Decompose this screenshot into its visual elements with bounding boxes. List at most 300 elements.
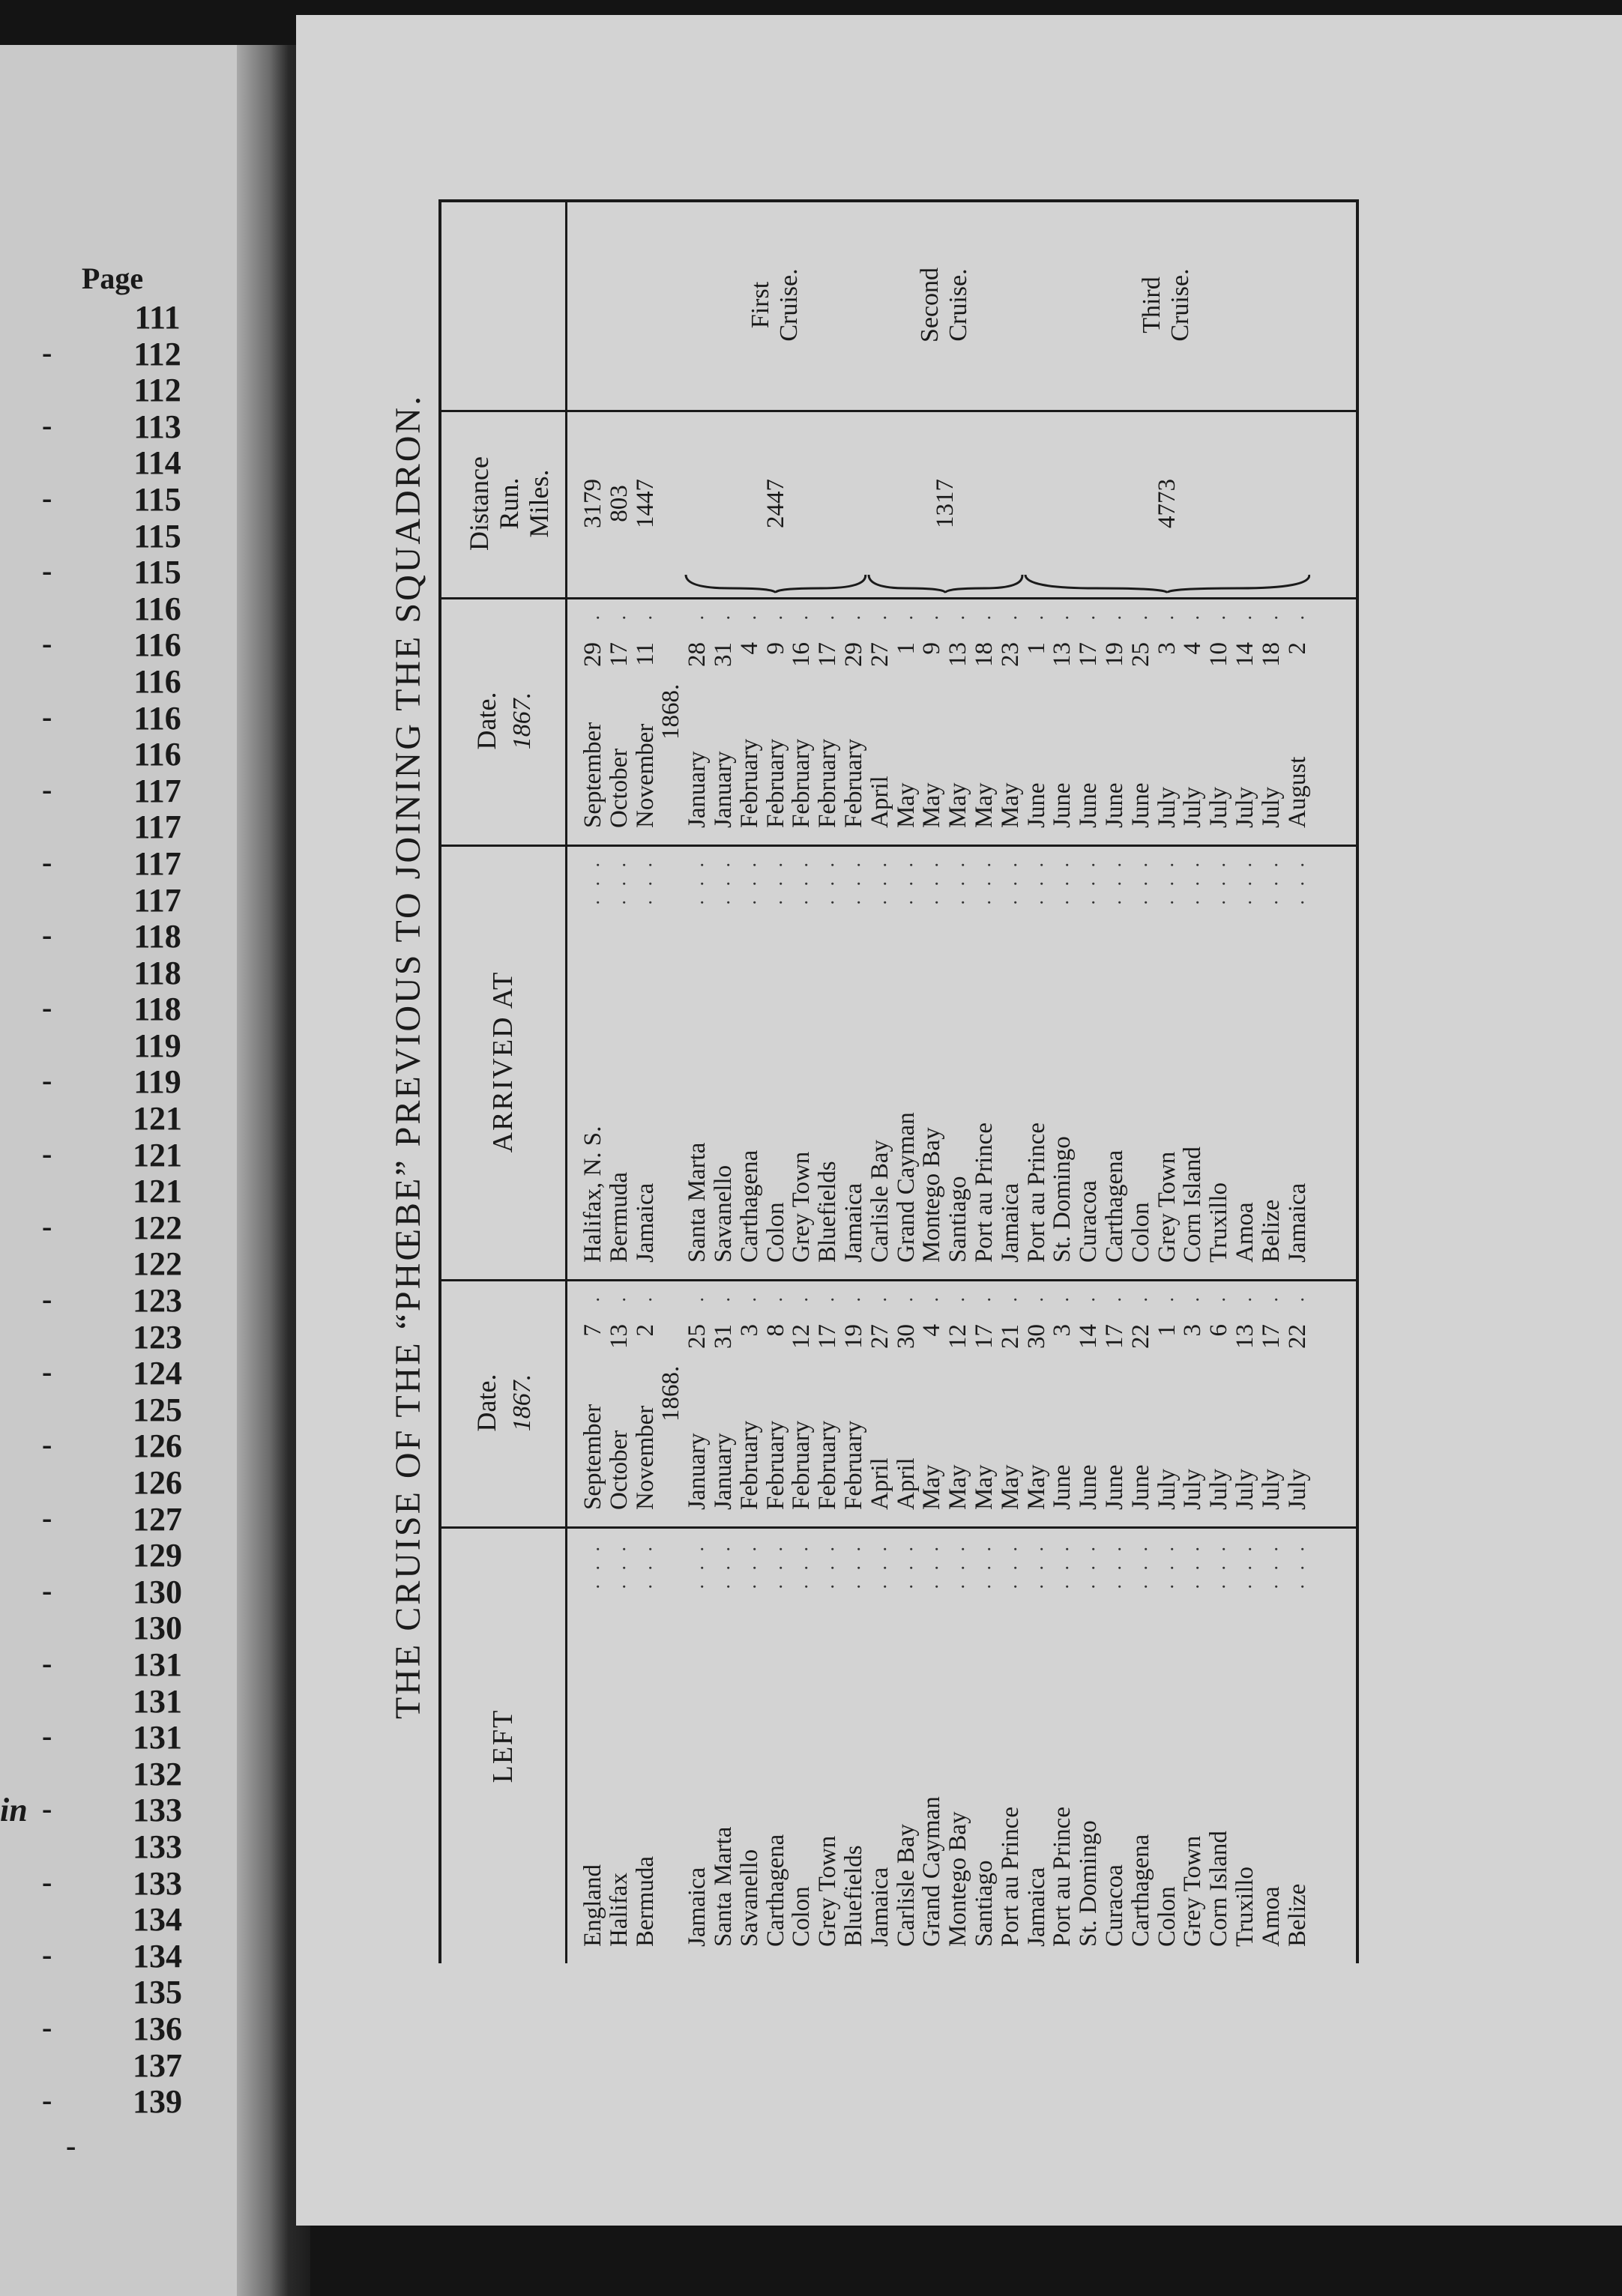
table-row [1154,597,1181,845]
arrived-day: 25 [1127,642,1154,667]
left-place: England [579,1864,606,1947]
dot-leader: . [1285,1293,1308,1302]
dot-leader: . [972,611,995,620]
left-place: Santiago [970,1860,998,1947]
table-row [1258,1279,1285,1526]
arrived-month: February [735,738,763,828]
table-row [945,1279,971,1526]
index-page-number: 116 [133,736,181,773]
table-row [1285,845,1311,1279]
col-arrived-header [441,845,567,1279]
arrived-place: St. Domingo [1049,1136,1076,1263]
index-row [30,298,217,335]
table-row [971,1279,998,1526]
dot-leader: . . . [947,858,969,905]
left-place: Curacoa [1100,1864,1128,1947]
arrived-day: 28 [684,642,711,667]
table-row [789,597,815,845]
arrived-day: 31 [709,642,737,667]
index-row [0,1791,217,1829]
arrived-day: 17 [1075,642,1103,667]
arrived-place: Curacoa [1075,1180,1103,1263]
arrived-month: July [1205,786,1233,828]
index-row [30,1536,217,1573]
arrived-day: 9 [762,642,789,655]
dot-leader: . [1181,1293,1204,1302]
index-dash: - [42,1136,52,1170]
table-row [998,597,1024,845]
left-date-year-1868: 1868. [657,1365,685,1422]
arrived-day: 9 [918,642,946,655]
table-row [633,1279,659,1526]
arrived-place: Grey Town [1153,1151,1181,1263]
arrived-month: January [684,751,711,828]
table-row [1024,597,1050,845]
table-row [658,1279,684,1526]
arrived-month: February [788,738,815,828]
left-place: Port au Prince [996,1807,1024,1947]
table-row [1128,845,1154,1279]
dot-leader: . [947,1293,969,1302]
brace-icon [867,572,1024,594]
dot-leader: . . . [998,1542,1021,1589]
dot-leader: . . . [711,1542,734,1589]
arrived-place: Savanello [709,1164,737,1263]
dot-leader: . [894,1293,917,1302]
header-arrived: ARRIVED AT [487,970,519,1153]
index-row [30,662,217,699]
arrived-place: Jamaica [1283,1182,1311,1263]
arrived-day: 18 [1257,642,1285,667]
index-page-number: 125 [133,1391,182,1428]
table-row [945,845,971,1279]
dot-leader: . . . [1155,1542,1178,1589]
dot-leader: . [686,611,708,620]
table-row [815,1529,841,1963]
arrived-day: 10 [1205,642,1233,667]
arrived-place: Santa Marta [684,1142,711,1263]
table-row [711,1279,737,1526]
table-row [763,1279,789,1526]
dot-leader: . [582,611,603,620]
index-row [30,1172,217,1209]
arrived-month: May [944,782,972,828]
left-day: 12 [944,1324,972,1349]
index-page-number: 129 [133,1537,182,1574]
left-place: Jamaica [866,1867,893,1947]
table-row [1232,1529,1258,1963]
dot-leader: . [1129,611,1151,620]
arrived-date-year: 1867. [508,692,536,750]
cruise-label: Third [1138,277,1166,333]
left-places [580,1529,1310,1963]
table-row [1180,597,1206,845]
header-left-date: Date. [471,1374,501,1432]
table-row [919,1529,945,1963]
arrived-day: 13 [944,642,972,667]
arrived-month: August [1283,756,1311,828]
arrived-place: Truxillo [1205,1182,1233,1263]
index-row [30,699,217,736]
dot-leader: . . . [582,1542,603,1589]
table-row [919,597,945,845]
table-row [580,1529,606,1963]
left-place: Montego Bay [944,1811,972,1947]
arrived-day: 11 [631,642,659,666]
dot-leader: . . . [816,1542,839,1589]
arrived-day: 17 [814,642,842,667]
table-row [998,845,1024,1279]
left-day: 3 [1179,1324,1207,1337]
left-month: January [709,1433,737,1510]
table-row [763,1529,789,1963]
col-arrived [441,845,1356,1281]
table-row [1258,1529,1285,1963]
index-page-number: 123 [133,1282,182,1320]
index-row [30,1573,217,1610]
left-day: 17 [970,1324,998,1349]
left-month: June [1100,1464,1128,1510]
table-row [1102,1529,1128,1963]
left-month: June [1075,1464,1103,1510]
left-day: 22 [1127,1324,1154,1349]
table-row [737,1529,763,1963]
dot-leader: . [738,611,760,620]
table-row [1102,845,1128,1279]
cruise-label: First [747,281,774,329]
table-row [684,1529,711,1963]
table-row [1232,845,1258,1279]
left-day: 13 [1231,1324,1258,1349]
left-day: 8 [762,1324,789,1337]
left-place: Grey Town [814,1835,842,1947]
dot-leader: . . . [842,1542,864,1589]
dot-leader: . . . [764,1542,786,1589]
table-row [1154,1279,1181,1526]
table-row [815,1279,841,1526]
table-row [1180,1279,1206,1526]
index-dash: - [42,845,52,879]
table-row [1049,1279,1076,1526]
dot-leader: . [1103,611,1125,620]
arrived-month: July [1257,786,1285,828]
left-month: July [1257,1468,1285,1510]
dot-leader: . . . [607,1542,630,1589]
index-page-number: 133 [133,1864,182,1902]
dot-leader: . [633,1293,656,1302]
table-row [580,845,606,1279]
index-page-number: 115 [133,480,181,518]
dot-leader: . [998,1293,1021,1302]
index-row [30,1136,217,1173]
index-row [30,480,217,517]
index-row [30,1500,217,1537]
arrived-month: February [814,738,842,828]
dot-leader: . [738,1293,760,1302]
index-dash: - [42,1428,52,1462]
dot-leader: . . . [920,1542,943,1589]
arrived-day: 23 [996,642,1024,667]
left-month: July [1205,1468,1233,1510]
cruise-distance: 4773 [1153,479,1181,528]
index-list [0,298,217,2121]
trailing-mark: - [66,2129,76,2163]
dot-leader: . [1233,611,1255,620]
index-row [30,990,217,1027]
dot-leader: . [764,1293,786,1302]
dot-leader: . [1103,1293,1125,1302]
index-row [30,1609,217,1646]
table-row [1232,597,1258,845]
dot-leader: . [686,1293,708,1302]
index-page-number: 132 [133,1755,182,1792]
left-place: St. Domingo [1075,1820,1103,1947]
dot-leader: . . . [1285,1542,1308,1589]
dot-leader: . . . [1051,1542,1073,1589]
dot-leader: . . . [1233,858,1255,905]
left-month: April [866,1457,893,1510]
dot-leader: . [607,611,630,620]
dot-leader: . . . [947,1542,969,1589]
col-distance [441,410,1356,599]
arrived-place: Colon [1127,1202,1154,1263]
table-row [633,845,659,1279]
arrived-month: June [1049,782,1076,828]
col-left [441,1529,1356,1963]
table-row [684,597,711,845]
index-row [30,1063,217,1099]
arrived-day: 2 [1283,642,1311,655]
left-day: 21 [996,1324,1024,1349]
arrived-day: 18 [970,642,998,667]
table-row [711,845,737,1279]
index-page-number: 117 [133,845,181,882]
table-row [893,845,920,1279]
dot-leader: . [1208,611,1230,620]
arrived-place: Jamaica [631,1182,659,1263]
arrived-dates [580,597,1310,845]
dot-leader: . [1155,611,1178,620]
index-page-number: 121 [133,1100,182,1138]
dot-leader: . . . [1103,858,1125,905]
cruise-label: Cruise. [775,268,803,342]
table-row [789,845,815,1279]
dot-leader: . . . [1259,1542,1282,1589]
arrived-month: May [892,782,920,828]
index-row [30,735,217,772]
index-page-heading: Page [81,262,144,295]
index-dash: - [42,335,52,369]
dot-leader: . . . [1025,858,1047,905]
table-row [919,1279,945,1526]
left-day: 19 [839,1324,867,1349]
index-dash: - [42,1355,52,1389]
index-row [30,1900,217,1937]
header-distance-1: Distance [464,456,494,551]
index-row [30,1463,217,1500]
left-month: February [788,1420,815,1510]
dot-leader: . [764,611,786,620]
table-row [1076,1279,1102,1526]
dot-leader: . . . [816,858,839,905]
index-row [30,371,217,408]
dot-leader: . . . [633,858,656,905]
dot-leader: . [998,611,1021,620]
table-row [1285,597,1311,845]
index-page-number: 135 [133,1974,182,2011]
left-place: Amoa [1257,1886,1285,1947]
table-row [841,597,867,845]
index-dash: - [42,1937,52,1972]
index-row [30,590,217,626]
arrived-place: Halifax, N. S. [579,1126,606,1263]
table-row [1076,845,1102,1279]
index-page-number: 131 [133,1719,182,1756]
dot-leader: . [842,611,864,620]
dot-leader: . . . [790,1542,812,1589]
arrived-month: May [918,782,946,828]
table-row [1049,1529,1076,1963]
left-place: Port au Prince [1049,1807,1076,1947]
left-place: Corn Island [1205,1831,1233,1947]
table-row [580,1279,606,1526]
index-dash: - [42,1719,52,1753]
dot-leader: . [711,611,734,620]
dot-leader: . . . [1259,858,1282,905]
left-day: 17 [1257,1324,1285,1349]
arrived-date-year-1868: 1868. [657,683,685,740]
index-row [30,1646,217,1682]
arrived-month: November [631,723,659,828]
table-row [633,1529,659,1963]
table-row [1024,1279,1050,1526]
left-month: February [839,1420,867,1510]
table-row [1154,845,1181,1279]
dot-leader: . . . [868,1542,890,1589]
table-row [737,1279,763,1526]
index-row [30,2046,217,2083]
index-row [30,1973,217,2010]
index-page-number: 126 [133,1428,182,1465]
arrived-place: Bermuda [605,1172,633,1263]
left-date-year: 1867. [508,1374,536,1432]
table-row [1024,1529,1050,1963]
left-place: Halifax [605,1873,633,1947]
brace-icon [684,572,867,594]
index-page-number: 131 [133,1646,182,1683]
table-row [711,1529,737,1963]
index-dash: - [42,1792,52,1826]
index-page-number: 136 [133,2010,182,2047]
index-page-number: 139 [133,2083,182,2121]
table-row [919,845,945,1279]
index-row [30,517,217,554]
cruise-distance: 2447 [762,479,789,528]
left-month: April [892,1457,920,1510]
dot-leader: . . . [633,1542,656,1589]
index-row [30,1027,217,1063]
left-dates [580,1279,1310,1526]
left-month: July [1153,1468,1181,1510]
index-row [30,845,217,881]
cruise-label: Cruise. [1166,268,1194,342]
left-month: September [579,1404,606,1510]
left-place: Grey Town [1179,1835,1207,1947]
table-row [684,1279,711,1526]
table-row [763,845,789,1279]
table-row [658,845,684,1279]
left-day: 17 [814,1324,842,1349]
dot-leader: . [920,1293,943,1302]
dot-leader: . [1155,1293,1178,1302]
index-dash: - [42,1209,52,1243]
table-row [893,597,920,845]
left-place: Belize [1283,1883,1311,1947]
table-row [1206,1279,1232,1526]
arrived-month: July [1153,786,1181,828]
dot-leader: . [1259,1293,1282,1302]
dot-leader: . [1233,1293,1255,1302]
table-row [606,1279,633,1526]
index-dash: - [42,1864,52,1899]
dot-leader: . . . [894,858,917,905]
dot-leader: . . . [1077,1542,1100,1589]
cruise-label: Cruise. [944,268,973,342]
index-fragment: in [0,1792,28,1829]
arrived-day: 19 [1100,642,1128,667]
index-row [30,1937,217,1974]
table-row [1049,845,1076,1279]
left-day: 13 [605,1324,633,1349]
index-dash: - [42,626,52,661]
index-page-number: 115 [133,554,181,591]
dot-leader: . . . [868,858,890,905]
index-page-number: 116 [133,699,181,737]
index-page-number: 126 [133,1464,182,1501]
left-month: July [1283,1468,1311,1510]
left-month: July [1231,1468,1258,1510]
distance-value: 1447 [631,479,659,528]
left-month: July [1179,1468,1207,1510]
left-month: June [1049,1464,1076,1510]
table-row [737,597,763,845]
index-dash: - [42,918,52,952]
dot-leader: . . . [1129,1542,1151,1589]
index-row [30,1209,217,1245]
left-day: 27 [866,1324,893,1349]
index-page-number: 113 [133,408,181,445]
arrived-month: February [762,738,789,828]
table-row [1128,1529,1154,1963]
col-arrived-date [441,597,1356,847]
cruise-distance: 1317 [931,479,959,528]
arrived-month: June [1127,782,1154,828]
index-row [30,1281,217,1318]
left-place: Jamaica [684,1867,711,1947]
index-dash: - [42,408,52,442]
index-dash: - [42,554,52,588]
arrived-day: 1 [1022,642,1050,655]
index-page-number: 117 [133,772,181,809]
dot-leader: . . . [711,858,734,905]
left-day: 2 [631,1324,659,1337]
left-day: 30 [1022,1324,1050,1349]
index-row [30,1828,217,1864]
col-arrived-date-header [441,597,567,845]
table-row [893,1529,920,1963]
left-place: Bluefields [839,1845,867,1947]
table-row [737,845,763,1279]
